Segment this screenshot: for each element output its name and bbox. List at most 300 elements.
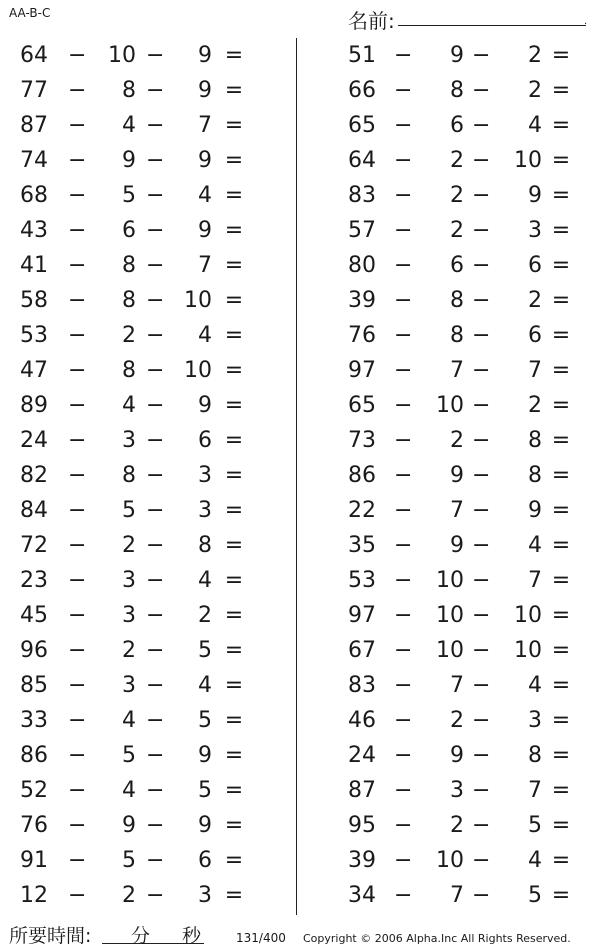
subtrahend-1: 7 <box>450 883 464 908</box>
minus-sign: − <box>394 883 413 908</box>
subtrahend-1: 2 <box>122 323 136 348</box>
subtrahend-1: 7 <box>450 498 464 523</box>
minuend: 96 <box>20 638 48 663</box>
subtrahend-2: 8 <box>528 428 542 453</box>
minus-sign: − <box>472 78 491 103</box>
minus-sign: − <box>68 778 87 803</box>
minus-sign: − <box>68 358 87 383</box>
subtrahend-1: 2 <box>122 883 136 908</box>
subtrahend-1: 8 <box>122 78 136 103</box>
minus-sign: − <box>68 393 87 418</box>
equals-sign: = <box>224 743 244 768</box>
subtrahend-2: 3 <box>528 218 542 243</box>
subtrahend-2: 4 <box>528 673 542 698</box>
minus-sign: − <box>394 148 413 173</box>
minuend: 58 <box>20 288 48 313</box>
subtrahend-1: 8 <box>122 288 136 313</box>
minuend: 43 <box>20 218 48 243</box>
subtrahend-1: 10 <box>108 43 136 68</box>
minus-sign: − <box>146 183 165 208</box>
subtrahend-2: 7 <box>528 568 542 593</box>
subtrahend-2: 3 <box>198 463 212 488</box>
minuend: 52 <box>20 778 48 803</box>
subtrahend-2: 3 <box>198 883 212 908</box>
equals-sign: = <box>551 148 571 173</box>
minuend: 47 <box>20 358 48 383</box>
equals-sign: = <box>551 393 571 418</box>
problem-row <box>0 563 600 598</box>
minus-sign: − <box>68 463 87 488</box>
subtrahend-2: 2 <box>528 78 542 103</box>
equals-sign: = <box>224 568 244 593</box>
equals-sign: = <box>551 743 571 768</box>
subtrahend-2: 4 <box>198 568 212 593</box>
minuend: 12 <box>20 883 48 908</box>
minuend: 53 <box>348 568 376 593</box>
subtrahend-2: 5 <box>198 778 212 803</box>
minus-sign: − <box>472 288 491 313</box>
minuend: 68 <box>20 183 48 208</box>
problem-row <box>0 703 600 738</box>
subtrahend-2: 6 <box>198 848 212 873</box>
equals-sign: = <box>224 638 244 663</box>
equals-sign: = <box>224 603 244 628</box>
subtrahend-2: 5 <box>198 638 212 663</box>
subtrahend-1: 10 <box>436 568 464 593</box>
subtrahend-2: 7 <box>198 113 212 138</box>
subtrahend-2: 4 <box>198 183 212 208</box>
equals-sign: = <box>551 638 571 663</box>
subtrahend-2: 3 <box>198 498 212 523</box>
subtrahend-1: 2 <box>450 428 464 453</box>
minuend: 24 <box>348 743 376 768</box>
subtrahend-2: 9 <box>198 78 212 103</box>
minus-sign: − <box>146 253 165 278</box>
subtrahend-1: 8 <box>450 323 464 348</box>
minus-sign: − <box>146 288 165 313</box>
subtrahend-1: 3 <box>122 428 136 453</box>
minus-sign: − <box>68 218 87 243</box>
minus-sign: − <box>146 393 165 418</box>
subtrahend-2: 6 <box>198 428 212 453</box>
equals-sign: = <box>551 323 571 348</box>
subtrahend-1: 3 <box>122 603 136 628</box>
subtrahend-2: 10 <box>184 288 212 313</box>
subtrahend-2: 5 <box>528 813 542 838</box>
minus-sign: − <box>146 78 165 103</box>
time-label: 所要時間: <box>9 925 92 947</box>
minus-sign: − <box>68 148 87 173</box>
minuend: 84 <box>20 498 48 523</box>
subtrahend-2: 9 <box>198 813 212 838</box>
minuend: 80 <box>348 253 376 278</box>
minus-sign: − <box>472 848 491 873</box>
minus-sign: − <box>68 848 87 873</box>
minus-sign: − <box>146 708 165 733</box>
minuend: 85 <box>20 673 48 698</box>
minus-sign: − <box>472 218 491 243</box>
minus-sign: − <box>394 393 413 418</box>
problem-row <box>0 808 600 843</box>
minus-sign: − <box>68 78 87 103</box>
subtrahend-1: 10 <box>436 638 464 663</box>
problem-row <box>0 283 600 318</box>
minus-sign: − <box>472 778 491 803</box>
minus-sign: − <box>472 428 491 453</box>
subtrahend-2: 7 <box>528 358 542 383</box>
equals-sign: = <box>224 78 244 103</box>
minus-sign: − <box>146 148 165 173</box>
minus-sign: − <box>394 253 413 278</box>
subtrahend-1: 5 <box>122 743 136 768</box>
minuend: 89 <box>20 393 48 418</box>
minus-sign: − <box>146 778 165 803</box>
equals-sign: = <box>551 813 571 838</box>
subtrahend-1: 8 <box>450 78 464 103</box>
problem-row <box>0 143 600 178</box>
equals-sign: = <box>551 113 571 138</box>
subtrahend-2: 3 <box>528 708 542 733</box>
subtrahend-1: 5 <box>122 183 136 208</box>
minuend: 91 <box>20 848 48 873</box>
problem-row <box>0 528 600 563</box>
minuend: 22 <box>348 498 376 523</box>
subtrahend-1: 2 <box>450 148 464 173</box>
subtrahend-2: 5 <box>528 883 542 908</box>
minus-sign: − <box>394 743 413 768</box>
problem-row <box>0 423 600 458</box>
minus-sign: − <box>394 848 413 873</box>
equals-sign: = <box>551 78 571 103</box>
minuend: 51 <box>348 43 376 68</box>
minus-sign: − <box>146 533 165 558</box>
problem-row <box>0 108 600 143</box>
subtrahend-1: 8 <box>122 253 136 278</box>
minus-sign: − <box>472 498 491 523</box>
minus-sign: − <box>394 463 413 488</box>
equals-sign: = <box>551 883 571 908</box>
minus-sign: − <box>394 673 413 698</box>
subtrahend-1: 4 <box>122 708 136 733</box>
minus-sign: − <box>68 428 87 453</box>
minus-sign: − <box>394 813 413 838</box>
minuend: 73 <box>348 428 376 453</box>
subtrahend-1: 6 <box>122 218 136 243</box>
minus-sign: − <box>472 743 491 768</box>
minuend: 76 <box>20 813 48 838</box>
problem-row <box>0 73 600 108</box>
problem-row <box>0 248 600 283</box>
subtrahend-1: 2 <box>122 533 136 558</box>
minuend: 86 <box>20 743 48 768</box>
equals-sign: = <box>224 218 244 243</box>
subtrahend-2: 2 <box>528 393 542 418</box>
minus-sign: − <box>472 358 491 383</box>
subtrahend-2: 2 <box>528 43 542 68</box>
minus-sign: − <box>146 813 165 838</box>
subtrahend-2: 10 <box>514 638 542 663</box>
minus-sign: − <box>68 183 87 208</box>
subtrahend-2: 8 <box>198 533 212 558</box>
minuend: 86 <box>348 463 376 488</box>
subtrahend-2: 9 <box>198 43 212 68</box>
subtrahend-2: 9 <box>198 218 212 243</box>
minuend: 23 <box>20 568 48 593</box>
equals-sign: = <box>551 358 571 383</box>
minus-sign: − <box>68 603 87 628</box>
minuend: 39 <box>348 848 376 873</box>
minus-sign: − <box>472 43 491 68</box>
minuend: 66 <box>348 78 376 103</box>
subtrahend-2: 5 <box>198 708 212 733</box>
minuend: 64 <box>20 43 48 68</box>
subtrahend-1: 7 <box>450 673 464 698</box>
minuend: 74 <box>20 148 48 173</box>
minus-sign: − <box>394 78 413 103</box>
subtrahend-2: 4 <box>528 113 542 138</box>
minus-sign: − <box>146 673 165 698</box>
minus-sign: − <box>472 393 491 418</box>
equals-sign: = <box>224 288 244 313</box>
minus-sign: − <box>68 813 87 838</box>
minuend: 57 <box>348 218 376 243</box>
minuend: 76 <box>348 323 376 348</box>
subtrahend-1: 4 <box>122 393 136 418</box>
page-number: 131/400 <box>236 931 286 945</box>
subtrahend-1: 2 <box>450 708 464 733</box>
equals-sign: = <box>551 288 571 313</box>
problem-row <box>0 318 600 353</box>
minus-sign: − <box>68 288 87 313</box>
problem-row <box>0 38 600 73</box>
minus-sign: − <box>68 708 87 733</box>
name-field-line[interactable] <box>398 25 586 26</box>
minus-sign: − <box>472 183 491 208</box>
equals-sign: = <box>224 113 244 138</box>
minuend: 83 <box>348 183 376 208</box>
problem-row <box>0 773 600 808</box>
minus-sign: − <box>68 673 87 698</box>
equals-sign: = <box>224 498 244 523</box>
equals-sign: = <box>224 323 244 348</box>
minus-sign: − <box>472 603 491 628</box>
minuend: 35 <box>348 533 376 558</box>
subtrahend-1: 9 <box>122 148 136 173</box>
minus-sign: − <box>68 638 87 663</box>
minus-sign: − <box>472 638 491 663</box>
subtrahend-1: 3 <box>122 673 136 698</box>
subtrahend-2: 10 <box>514 148 542 173</box>
subtrahend-2: 10 <box>184 358 212 383</box>
subtrahend-2: 9 <box>198 743 212 768</box>
equals-sign: = <box>551 463 571 488</box>
subtrahend-1: 6 <box>450 253 464 278</box>
subtrahend-2: 9 <box>528 498 542 523</box>
equals-sign: = <box>224 148 244 173</box>
equals-sign: = <box>551 708 571 733</box>
equals-sign: = <box>224 393 244 418</box>
subtrahend-1: 4 <box>122 778 136 803</box>
minus-sign: − <box>68 568 87 593</box>
subtrahend-2: 9 <box>198 148 212 173</box>
minus-sign: − <box>472 533 491 558</box>
minus-sign: − <box>394 708 413 733</box>
minus-sign: − <box>146 498 165 523</box>
equals-sign: = <box>224 673 244 698</box>
minus-sign: − <box>146 113 165 138</box>
minus-sign: − <box>68 533 87 558</box>
minuend: 87 <box>20 113 48 138</box>
equals-sign: = <box>551 218 571 243</box>
equals-sign: = <box>551 778 571 803</box>
minus-sign: − <box>68 253 87 278</box>
equals-sign: = <box>224 463 244 488</box>
equals-sign: = <box>551 183 571 208</box>
subtrahend-2: 7 <box>198 253 212 278</box>
subtrahend-1: 8 <box>122 358 136 383</box>
problem-row <box>0 878 600 913</box>
subtrahend-2: 6 <box>528 253 542 278</box>
minus-sign: − <box>146 883 165 908</box>
subtrahend-1: 6 <box>450 113 464 138</box>
minuend: 97 <box>348 603 376 628</box>
minuend: 41 <box>20 253 48 278</box>
minus-sign: − <box>394 603 413 628</box>
subtrahend-1: 7 <box>450 358 464 383</box>
subtrahend-2: 4 <box>528 533 542 558</box>
equals-sign: = <box>224 883 244 908</box>
minus-sign: − <box>146 743 165 768</box>
equals-sign: = <box>224 428 244 453</box>
minus-sign: − <box>68 498 87 523</box>
subtrahend-2: 2 <box>198 603 212 628</box>
minuend: 72 <box>20 533 48 558</box>
problem-row <box>0 738 600 773</box>
minus-sign: − <box>472 813 491 838</box>
minus-sign: − <box>472 708 491 733</box>
minus-sign: − <box>394 428 413 453</box>
minuend: 97 <box>348 358 376 383</box>
problem-row <box>0 493 600 528</box>
problem-row <box>0 353 600 388</box>
minus-sign: − <box>394 498 413 523</box>
equals-sign: = <box>551 568 571 593</box>
minus-sign: − <box>146 463 165 488</box>
subtrahend-1: 9 <box>122 813 136 838</box>
equals-sign: = <box>224 533 244 558</box>
copyright-text: Copyright © 2006 Alpha.Inc All Rights Reserved. <box>303 932 571 945</box>
subtrahend-1: 3 <box>450 778 464 803</box>
equals-sign: = <box>551 673 571 698</box>
minus-sign: − <box>394 568 413 593</box>
minuend: 33 <box>20 708 48 733</box>
equals-sign: = <box>551 848 571 873</box>
subtrahend-1: 2 <box>450 183 464 208</box>
minus-sign: − <box>146 568 165 593</box>
minus-sign: − <box>394 113 413 138</box>
minus-sign: − <box>472 113 491 138</box>
minus-sign: − <box>394 183 413 208</box>
subtrahend-1: 10 <box>436 848 464 873</box>
subtrahend-2: 6 <box>528 323 542 348</box>
subtrahend-1: 2 <box>122 638 136 663</box>
equals-sign: = <box>551 498 571 523</box>
minuend: 45 <box>20 603 48 628</box>
minuend: 77 <box>20 78 48 103</box>
minus-sign: − <box>146 638 165 663</box>
minus-sign: − <box>472 463 491 488</box>
minuend: 34 <box>348 883 376 908</box>
minus-sign: − <box>68 113 87 138</box>
subtrahend-1: 2 <box>450 813 464 838</box>
equals-sign: = <box>224 43 244 68</box>
minus-sign: − <box>394 778 413 803</box>
subtrahend-2: 4 <box>198 673 212 698</box>
equals-sign: = <box>224 848 244 873</box>
subtrahend-1: 10 <box>436 393 464 418</box>
problem-row <box>0 213 600 248</box>
subtrahend-1: 5 <box>122 498 136 523</box>
subtrahend-2: 4 <box>198 323 212 348</box>
minus-sign: − <box>146 603 165 628</box>
minuend: 53 <box>20 323 48 348</box>
name-label: 名前: <box>348 9 395 33</box>
minuend: 46 <box>348 708 376 733</box>
subtrahend-1: 2 <box>450 218 464 243</box>
minus-sign: − <box>472 253 491 278</box>
subtrahend-1: 8 <box>450 288 464 313</box>
minus-sign: − <box>68 43 87 68</box>
equals-sign: = <box>224 358 244 383</box>
subtrahend-1: 3 <box>122 568 136 593</box>
subtrahend-2: 10 <box>514 603 542 628</box>
minus-sign: − <box>68 323 87 348</box>
minus-sign: − <box>68 743 87 768</box>
subtrahend-2: 8 <box>528 743 542 768</box>
subtrahend-1: 9 <box>450 463 464 488</box>
minus-sign: − <box>146 848 165 873</box>
minus-sign: − <box>394 358 413 383</box>
subtrahend-1: 8 <box>122 463 136 488</box>
equals-sign: = <box>224 183 244 208</box>
minus-sign: − <box>146 323 165 348</box>
minus-sign: − <box>472 148 491 173</box>
equals-sign: = <box>551 253 571 278</box>
minuend: 24 <box>20 428 48 453</box>
minus-sign: − <box>394 533 413 558</box>
subtrahend-2: 7 <box>528 778 542 803</box>
subtrahend-1: 9 <box>450 43 464 68</box>
name-field-end: . <box>584 16 588 27</box>
minus-sign: − <box>472 883 491 908</box>
minuend: 67 <box>348 638 376 663</box>
minus-sign: − <box>146 218 165 243</box>
minus-sign: − <box>394 218 413 243</box>
minus-sign: − <box>68 883 87 908</box>
minus-sign: − <box>472 568 491 593</box>
equals-sign: = <box>224 778 244 803</box>
subtrahend-2: 2 <box>528 288 542 313</box>
minuend: 83 <box>348 673 376 698</box>
minuend: 95 <box>348 813 376 838</box>
problem-row <box>0 178 600 213</box>
minus-sign: − <box>146 428 165 453</box>
minuend: 39 <box>348 288 376 313</box>
subtrahend-1: 5 <box>122 848 136 873</box>
minuend: 65 <box>348 113 376 138</box>
problem-row <box>0 458 600 493</box>
minuend: 65 <box>348 393 376 418</box>
